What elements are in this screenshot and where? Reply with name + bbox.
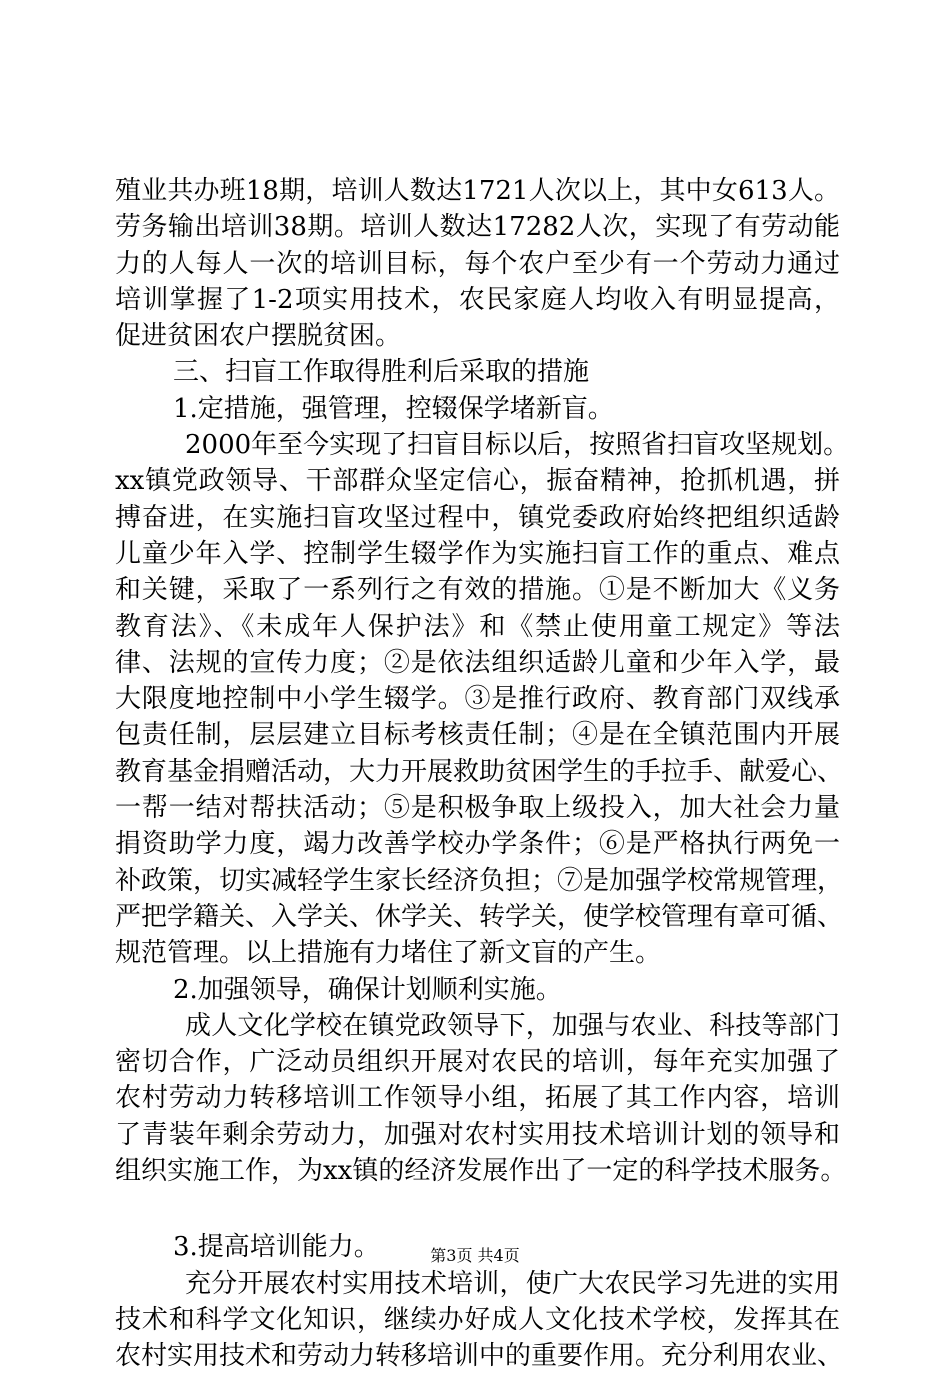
text-line: 搏奋进，在实施扫盲攻坚过程中，镇党委政府始终把组织适龄 xyxy=(115,502,840,533)
text-line: 培训掌握了1-2项实用技术，农民家庭人均收入有明显提高， xyxy=(115,284,840,315)
text-line: 成人文化学校在镇党政领导下，加强与农业、科技等部门 xyxy=(185,1010,840,1041)
page-footer xyxy=(0,1245,950,1267)
page-number: 第3页 共4页 xyxy=(430,1246,520,1265)
text-line: 技术和科学文化知识，继续办好成人文化技术学校，发挥其在 xyxy=(115,1304,840,1335)
subsection-heading: 1.定措施，强管理，控辍保学堵新盲。 xyxy=(173,393,614,424)
text-line: 劳务输出培训38期。培训人数达17282人次，实现了有劳动能 xyxy=(115,212,840,243)
text-line: 包责任制，层层建立目标考核责任制；④是在全镇范围内开展 xyxy=(115,720,840,751)
text-line: 教育基金捐赠活动，大力开展救助贫困学生的手拉手、献爱心、 xyxy=(115,756,844,787)
text-line: 一帮一结对帮扶活动；⑤是积极争取上级投入，加大社会力量 xyxy=(115,793,840,824)
text-line: 捐资助学力度，竭力改善学校办学条件；⑥是严格执行两免一 xyxy=(115,829,840,860)
section-heading: 三、扫盲工作取得胜利后采取的措施 xyxy=(173,357,590,388)
text-line: 大限度地控制中小学生辍学。③是推行政府、教育部门双线承 xyxy=(115,684,840,715)
text-line: 了青装年剩余劳动力，加强对农村实用技术培训计划的领导和 xyxy=(115,1119,840,1150)
text-line: 力的人每人一次的培训目标，每个农户至少有一个劳动力通过 xyxy=(115,248,840,279)
text-line: 农村实用技术和劳动力转移培训中的重要作用。充分利用农业、 xyxy=(115,1341,844,1372)
text-line: 密切合作，广泛动员组织开展对农民的培训，每年充实加强了 xyxy=(115,1047,840,1078)
subsection-heading: 2.加强领导，确保计划顺利实施。 xyxy=(173,974,562,1005)
text-line: 农村劳动力转移培训工作领导小组，拓展了其工作内容，培训 xyxy=(115,1083,840,1114)
text-line: 严把学籍关、入学关、休学关、转学关，使学校管理有章可循、 xyxy=(115,901,844,932)
text-line: xx镇党政领导、干部群众坚定信心，振奋精神，抢抓机遇，拼 xyxy=(115,466,840,497)
document-body xyxy=(115,173,850,1375)
subsection-heading: 3.提高培训能力。 xyxy=(173,1232,380,1263)
text-line: 补政策，切实减轻学生家长经济负担；⑦是加强学校常规管理， xyxy=(115,865,844,896)
text-line: 殖业共办班18期，培训人数达1721人次以上，其中女613人。 xyxy=(115,176,840,206)
text-line: 充分开展农村实用技术培训，使广大农民学习先进的实用 xyxy=(185,1268,840,1299)
text-line: 组织实施工作，为xx镇的经济发展作出了一定的科学技术服务。 xyxy=(115,1156,847,1187)
text-line: 2000年至今实现了扫盲目标以后，按照省扫盲攻坚规划。 xyxy=(185,430,850,461)
text-line: 和关键，采取了一系列行之有效的措施。①是不断加大《义务 xyxy=(115,575,840,606)
text-line: 促进贫困农户摆脱贫困。 xyxy=(115,321,402,352)
text-line: 儿童少年入学、控制学生辍学作为实施扫盲工作的重点、难点 xyxy=(115,538,840,569)
text-line: 规范管理。以上措施有力堵住了新文盲的产生。 xyxy=(115,938,662,969)
text-line: 律、法规的宣传力度；②是依法组织适龄儿童和少年入学，最 xyxy=(115,647,840,678)
paragraph-gap xyxy=(115,1189,840,1229)
text-line: 教育法》、《未成年人保护法》和《禁止使用童工规定》等法 xyxy=(115,611,840,642)
